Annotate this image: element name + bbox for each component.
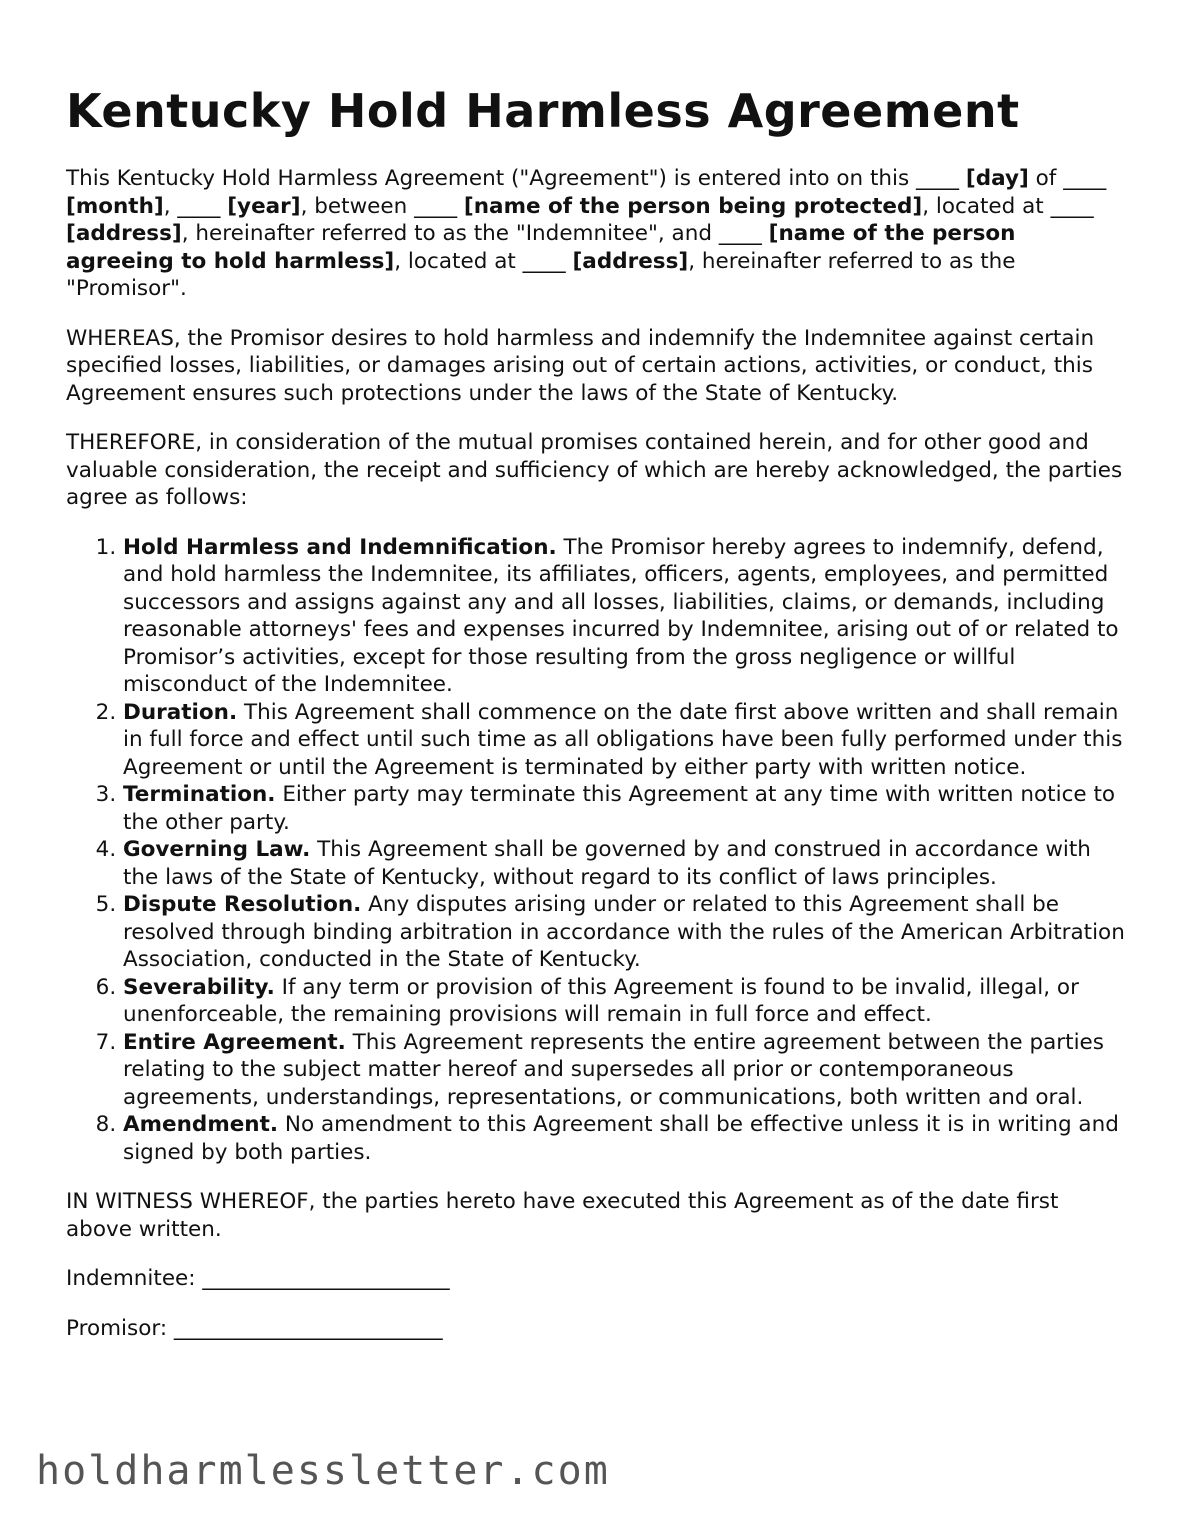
clause-text: Any disputes arising under or related to this Agreement shall be resolved through binding arbitration in accordance with the rules of the American Arbitration Association, conducted in the State of Kentucky.: [123, 892, 1125, 973]
intro-text-7: , located at ____: [394, 248, 573, 274]
intro-promisor-name-placeholder: [name of the person agreeing to hold harmless]: [66, 221, 1016, 274]
intro-text-6: , hereinafter referred to as the "Indemnitee", and ____: [181, 221, 769, 247]
clause-heading: Termination.: [123, 782, 276, 808]
clause-item: [123, 891, 1126, 974]
clause-heading: Governing Law.: [123, 837, 311, 863]
clause-text: This Agreement shall be governed by and construed in accordance with the laws of the State of Kentucky, without regard to its conflict of laws principles.: [123, 837, 1091, 890]
clause-text: No amendment to this Agreement shall be effective unless it is in writing and signed by both parties.: [123, 1112, 1119, 1165]
intro-text-5: , located at ____: [922, 193, 1094, 219]
intro-text-2: of ____: [1028, 166, 1107, 192]
whereas-paragraph: WHEREAS, the Promisor desires to hold harmless and indemnify the Indemnitee against certain specified losses, liabilities, or damages arising out of certain actions, activities, or conduct, this Agreement ensures such protections under the laws of the State of Kentucky.: [66, 325, 1095, 406]
clause-heading: Entire Agreement.: [123, 1029, 346, 1055]
clause-item: [123, 534, 1126, 699]
document: [66, 84, 1126, 1364]
intro-promisor-address-placeholder: [address]: [572, 248, 689, 274]
clause-heading: Amendment.: [123, 1112, 279, 1138]
clause-item: [123, 974, 1126, 1029]
clause-item: [123, 836, 1126, 891]
therefore-paragraph: THEREFORE, in consideration of the mutual promises contained herein, and for other good and valuable consideration, the receipt and sufficiency of which are hereby acknowledged, the parties agree as follows:: [66, 430, 1123, 511]
clause-heading: Duration.: [123, 699, 238, 725]
intro-month-placeholder: [month]: [66, 193, 164, 219]
site-watermark: holdharmlessletter.com: [36, 1448, 610, 1494]
intro-paragraph: [66, 165, 1126, 303]
intro-text-3: , ____: [163, 193, 228, 219]
clause-text: This Agreement shall commence on the date first above written and shall remain in full force and effect until such time as all obligations have been fully performed under this Agreement or until the Agreement is terminated by either party with written notice.: [123, 699, 1123, 780]
intro-day-placeholder: [day]: [965, 166, 1029, 192]
clause-item: [123, 1029, 1126, 1112]
clause-item: [123, 1111, 1126, 1166]
indemnitee-signature-line: Indemnitee: _______________________: [66, 1266, 450, 1292]
intro-protected-name-placeholder: [name of the person being protected]: [463, 193, 923, 219]
clause-text: The Promisor hereby agrees to indemnify, defend, and hold harmless the Indemnitee, its affiliates, officers, agents, employees, and permitted successors and assigns against any and all losses, liabilities, claims, or demands, including reasonable attorneys' fees and expenses incurred by Indemnitee, arising out of or related to Promisor’s activities, except for those resulting from the gross negligence or willful misconduct of the Indemnitee.: [123, 534, 1119, 698]
clause-heading: Severability.: [123, 974, 275, 1000]
intro-text-4: , between ____: [300, 193, 464, 219]
intro-text-1: This Kentucky Hold Harmless Agreement ("Agreement") is entered into on this ____: [66, 166, 966, 192]
clause-text: If any term or provision of this Agreement is found to be invalid, illegal, or unenforceable, the remaining provisions will remain in full force and effect.: [123, 974, 1079, 1028]
promisor-signature-line: Promisor: _________________________: [66, 1315, 443, 1341]
clause-item: [123, 699, 1126, 782]
clauses-list: [66, 534, 1126, 1167]
clause-heading: Dispute Resolution.: [123, 892, 362, 918]
clause-item: [123, 781, 1126, 836]
clause-text: Either party may terminate this Agreement at any time with written notice to the other party.: [123, 782, 1116, 835]
witness-paragraph: IN WITNESS WHEREOF, the parties hereto have executed this Agreement as of the date first above written.: [66, 1189, 1059, 1242]
intro-indemnitee-address-placeholder: [address]: [66, 221, 182, 247]
intro-text-8: , hereinafter referred to as the "Promisor".: [66, 248, 1016, 302]
document-title: Kentucky Hold Harmless Agreement: [66, 84, 1020, 138]
clause-text: This Agreement represents the entire agreement between the parties relating to the subject matter hereof and supersedes all prior or contemporaneous agreements, understandings, representations, or communications, both written and oral.: [123, 1029, 1104, 1110]
intro-year-placeholder: [year]: [227, 193, 301, 219]
clause-heading: Hold Harmless and Indemnification.: [123, 534, 557, 560]
